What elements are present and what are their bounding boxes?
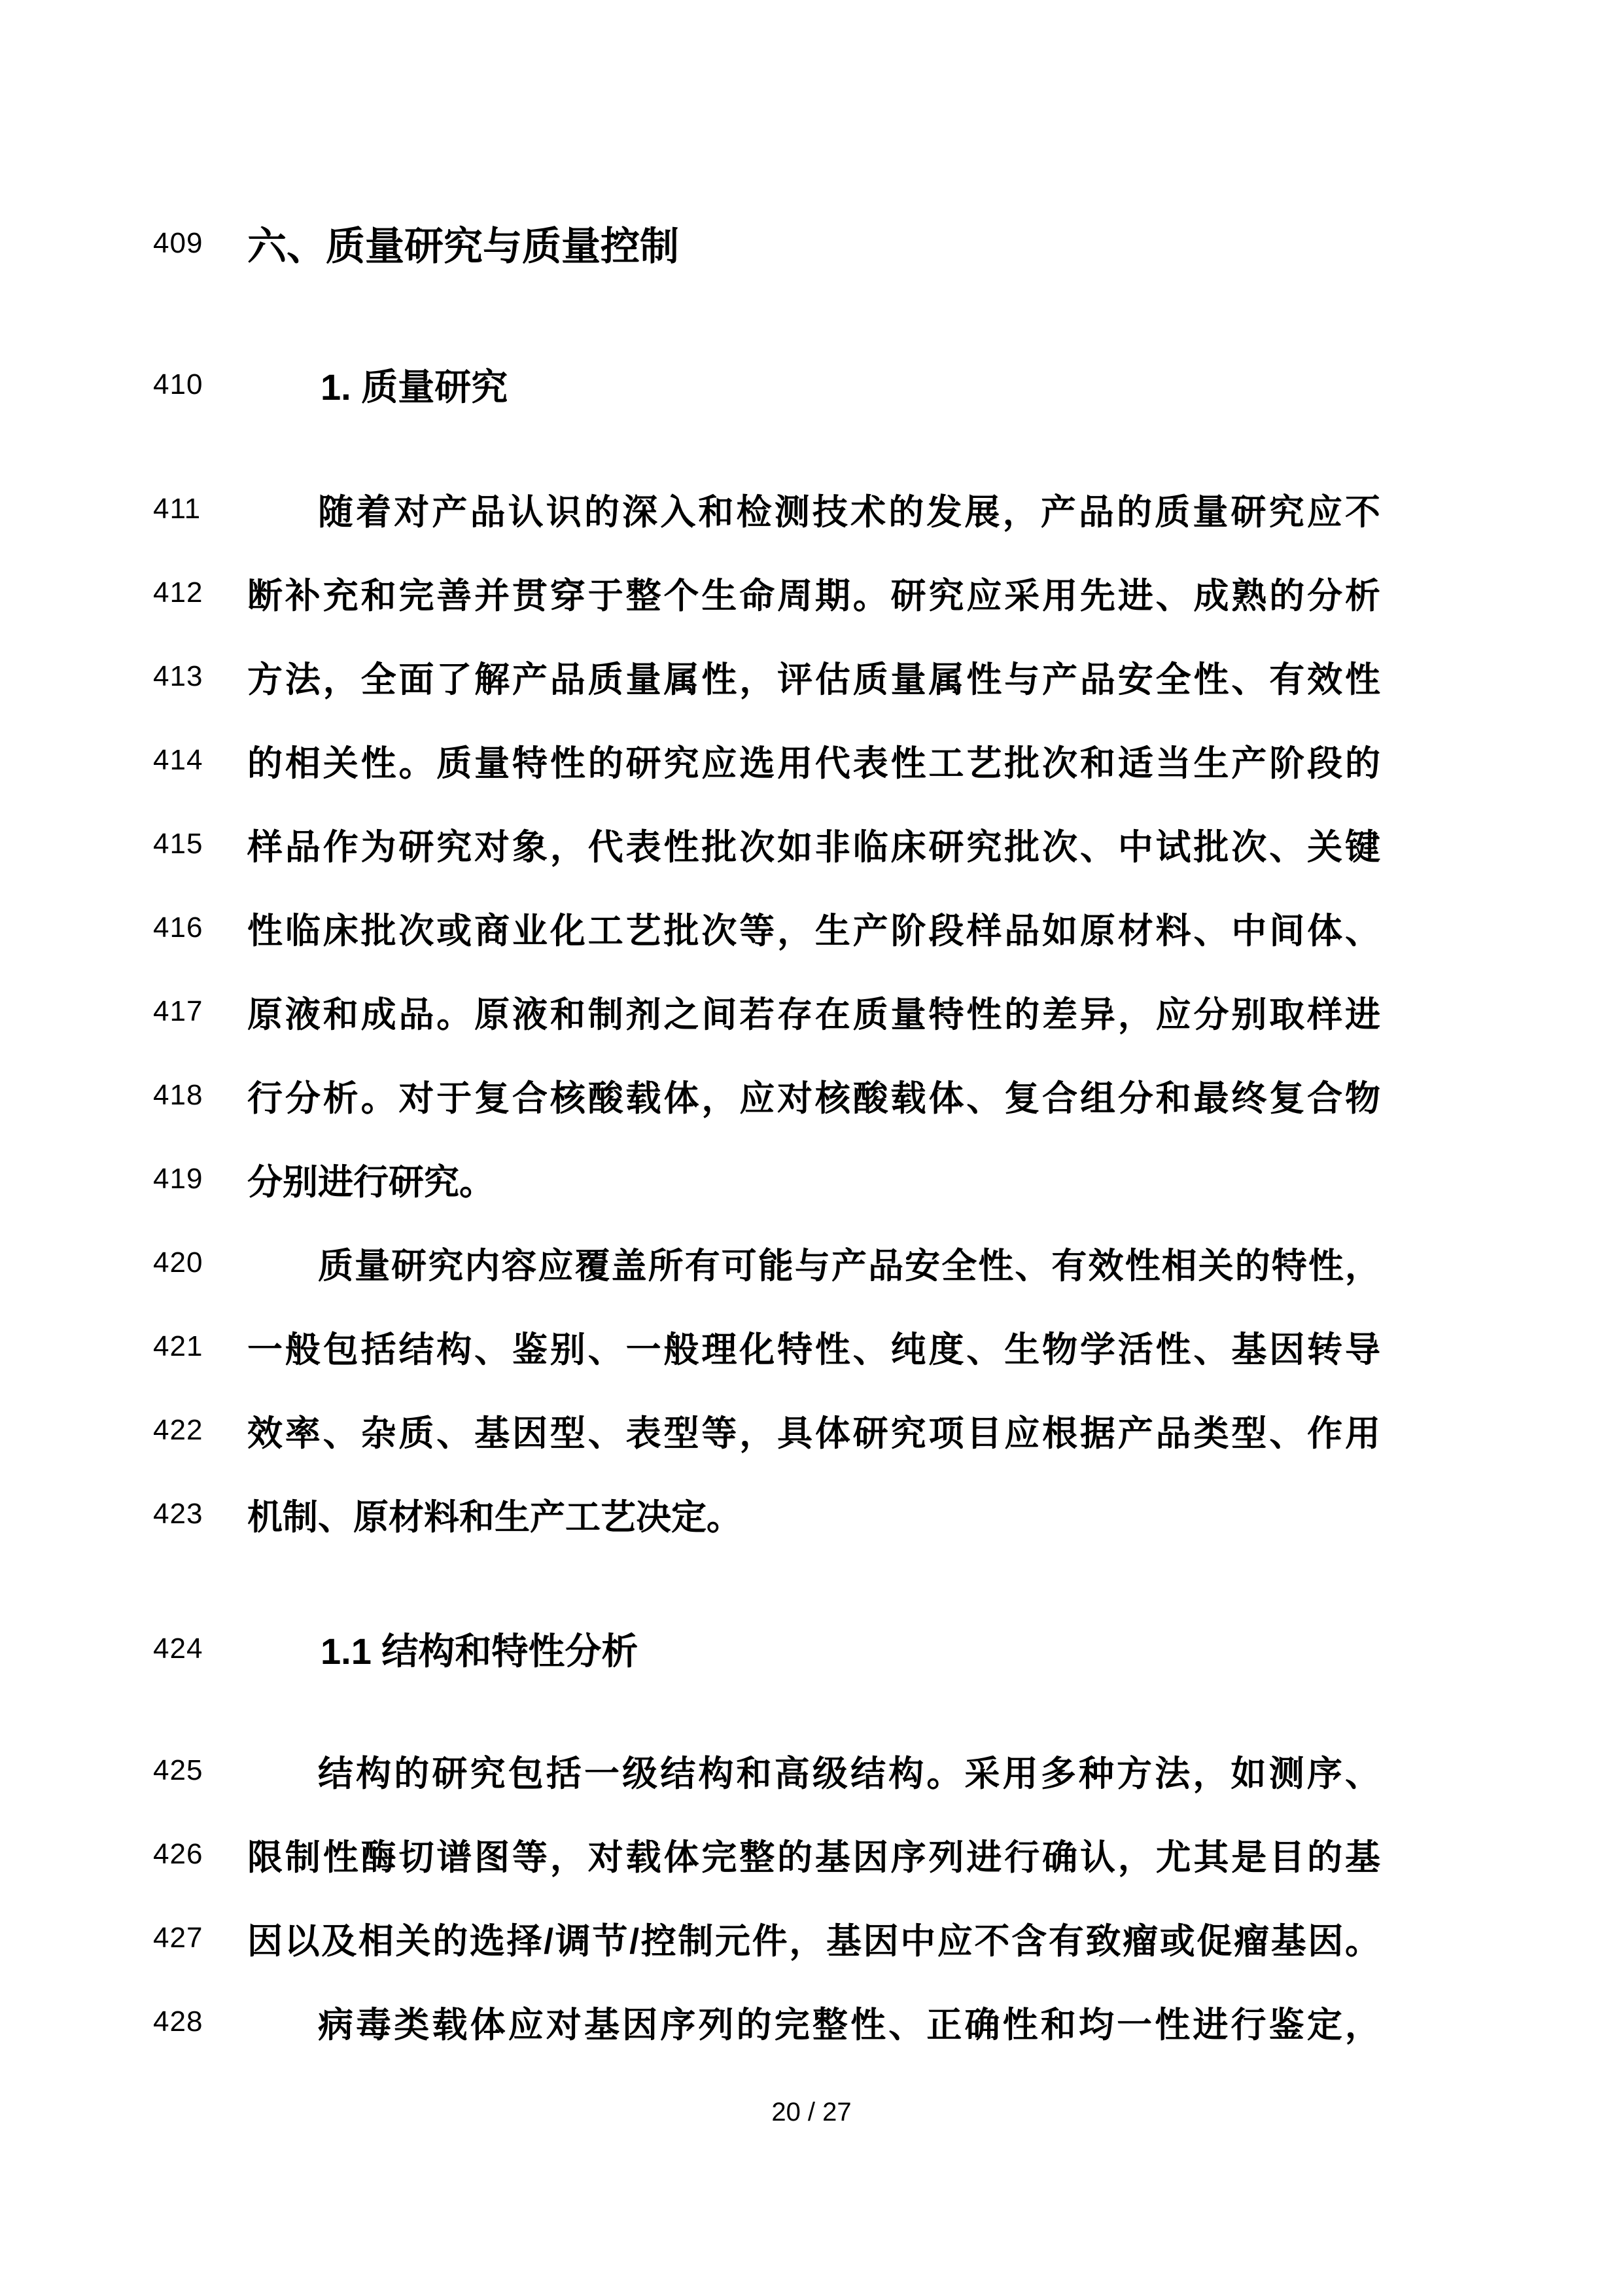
doc-line (153, 1472, 1380, 1556)
doc-line (153, 1980, 1380, 2064)
doc-line (153, 802, 1380, 886)
paragraph-line: 质量研究内容应覆盖所有可能与产品安全性、有效性相关的特性， (318, 1246, 1380, 1286)
line-number: 424 (153, 1633, 203, 1665)
paragraph-line: 机制、原材料和生产工艺决定。 (247, 1497, 742, 1537)
line-number: 414 (153, 744, 203, 776)
section-heading: 六、质量研究与质量控制 (247, 224, 679, 268)
paragraph-line: 病毒类载体应对基因序列的完整性、正确性和均一性进行鉴定， (318, 2005, 1380, 2045)
paragraph-line: 一般包括结构、鉴别、一般理化特性、纯度、生物学活性、基因转导 (247, 1330, 1380, 1369)
line-number: 410 (153, 368, 203, 400)
doc-line (153, 1896, 1380, 1980)
paragraph-line: 的相关性。质量特性的研究应选用代表性工艺批次和适当生产阶段的 (247, 743, 1380, 783)
line-number: 412 (153, 576, 203, 609)
doc-line (153, 1221, 1380, 1305)
line-number: 418 (153, 1079, 203, 1111)
line-number: 425 (153, 1754, 203, 1786)
paragraph-line: 随着对产品认识的深入和检测技术的发展，产品的质量研究应不 (318, 492, 1380, 532)
paragraph-line: 原液和成品。原液和制剂之间若存在质量特性的差异，应分别取样进 (247, 995, 1380, 1034)
paragraph-line: 限制性酶切谱图等，对载体完整的基因序列进行确认，尤其是目的基 (247, 1837, 1380, 1877)
paragraph-line: 断补充和完善并贯穿于整个生命周期。研究应采用先进、成熟的分析 (247, 576, 1380, 616)
paragraph-line: 因以及相关的选择/调节/控制元件，基因中应不含有致瘤或促瘤基因。 (247, 1921, 1380, 1961)
paragraph-line: 样品作为研究对象，代表性批次如非临床研究批次、中试批次、关键 (247, 827, 1380, 867)
doc-line (153, 1137, 1380, 1221)
doc-line (153, 1053, 1380, 1137)
doc-line (153, 467, 1380, 551)
subsection-heading: 1. 质量研究 (321, 366, 508, 408)
doc-line (153, 202, 1380, 285)
line-number: 422 (153, 1414, 203, 1446)
line-number: 427 (153, 1922, 203, 1954)
line-number: 417 (153, 995, 203, 1027)
doc-line (153, 635, 1380, 718)
line-number: 420 (153, 1246, 203, 1279)
line-number: 423 (153, 1498, 203, 1530)
page-number: 20 / 27 (771, 2098, 852, 2127)
line-number: 411 (153, 493, 201, 525)
line-number: 413 (153, 660, 203, 692)
doc-line (153, 970, 1380, 1053)
line-number: 428 (153, 2005, 203, 2038)
paragraph-line: 行分析。对于复合核酸载体，应对核酸载体、复合组分和最终复合物 (247, 1078, 1380, 1118)
doc-line (153, 343, 1380, 427)
doc-line (153, 551, 1380, 635)
doc-line (153, 1729, 1380, 1812)
doc-line (153, 886, 1380, 970)
line-number: 421 (153, 1330, 203, 1362)
paragraph-line: 分别进行研究。 (247, 1162, 495, 1202)
paragraph-line: 方法，全面了解产品质量属性，评估质量属性与产品安全性、有效性 (247, 660, 1380, 699)
paragraph-line: 性临床批次或商业化工艺批次等，生产阶段样品如原材料、中间体、 (247, 911, 1380, 951)
doc-line (153, 1305, 1380, 1388)
paragraph-line: 结构的研究包括一级结构和高级结构。采用多种方法，如测序、 (318, 1754, 1380, 1793)
subsection-heading: 1.1 结构和特性分析 (321, 1631, 638, 1672)
doc-line (153, 718, 1380, 802)
doc-line (153, 1812, 1380, 1896)
line-number: 409 (153, 227, 203, 259)
doc-line (153, 1607, 1380, 1691)
doc-line (153, 1388, 1380, 1472)
line-number: 419 (153, 1163, 203, 1195)
line-number: 426 (153, 1838, 203, 1870)
line-number: 416 (153, 911, 203, 944)
line-number: 415 (153, 828, 203, 860)
paragraph-line: 效率、杂质、基因型、表型等，具体研究项目应根据产品类型、作用 (247, 1413, 1380, 1453)
